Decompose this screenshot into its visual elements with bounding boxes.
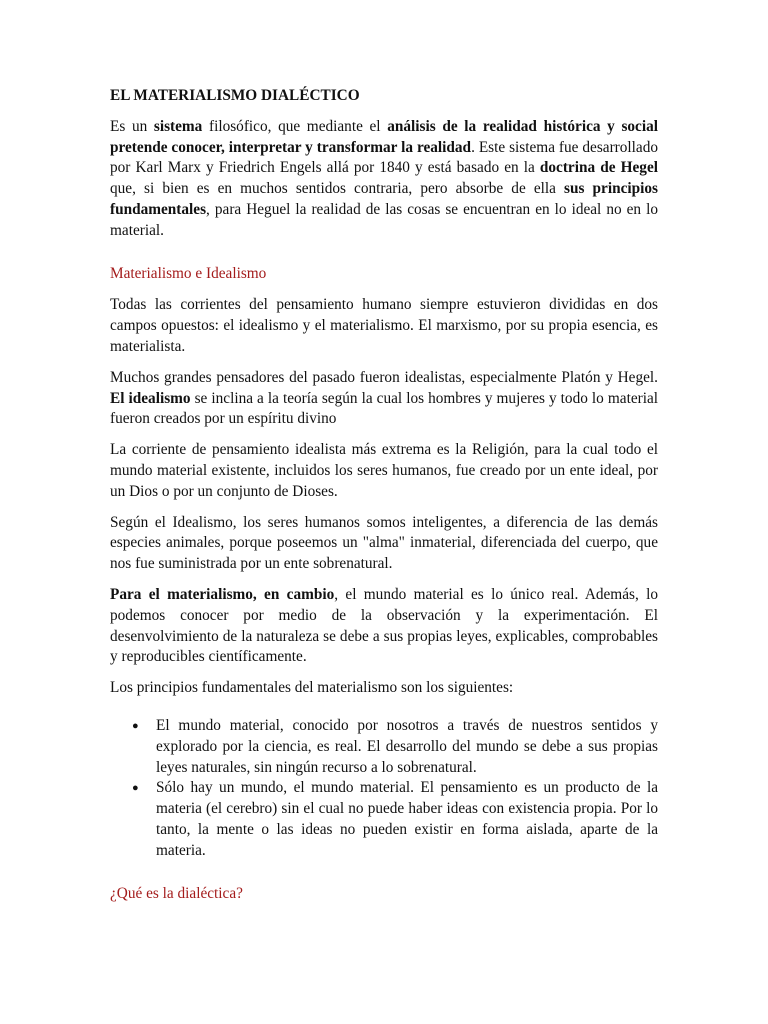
list-item (110, 716, 658, 778)
section-heading-dialectica: ¿Qué es la dialéctica? (110, 884, 243, 902)
intro-text-1: Es un (110, 117, 154, 135)
bold-para-el-materialismo: Para el materialismo, en cambio (110, 585, 335, 603)
intro-bold-analisis: análisis de la realidad histórica y social pretende conocer, interpretar y transformar la realidad (110, 117, 658, 156)
principles-list (110, 716, 658, 862)
pensadores-text-2: se inclina a la teoría según la cual los hombres y mujeres y todo lo material fueron creados por un espíritu divino (110, 389, 658, 428)
intro-bold-principios: sus principios fundamentales (110, 180, 658, 218)
list-item (110, 778, 658, 861)
intro-text-2: filosófico, que mediante el (202, 117, 388, 135)
intro-text-4: que, si bien es en muchos sentidos contraria, pero absorbe de ella (110, 180, 565, 198)
document-title: EL MATERIALISMO DIALÉCTICO (110, 87, 360, 104)
intro-bold-hegel: doctrina de Hegel (539, 159, 658, 177)
paragraph-idealismo: Según el Idealismo, los seres humanos somos inteligentes, a diferencia de las demás especies animales, porque poseemos un "alma" inmaterial, diferenciada del cuerpo, que nos fue suministrada por un ente sobrenatural. (110, 513, 658, 573)
list-item-text: El mundo material, conocido por nosotros a través de nuestros sentidos y explorado por la ciencia, es real. El desarrollo del mundo se debe a sus propias leyes naturales, sin ningún recurso a lo sobrenatural. (156, 716, 658, 776)
intro-paragraph (110, 117, 658, 242)
paragraph-pensadores (110, 368, 658, 430)
intro-text-5: , para Heguel la realidad de las cosas se encuentran en lo ideal no en lo material. (110, 200, 658, 239)
bullet-icon: ● (132, 719, 139, 732)
paragraph-principios-intro: Los principios fundamentales del materialismo son los siguientes: (110, 679, 514, 697)
paragraph-corrientes: Todas las corrientes del pensamiento humano siempre estuvieron divididas en dos campos opuestos: el idealismo y el materialismo. El marxismo, por su propia esencia, es materialista. (110, 296, 658, 355)
document-page (110, 86, 658, 904)
list-item-text: Sólo hay un mundo, el mundo material. El pensamiento es un producto de la materia (el cerebro) sin el cual no puede haber ideas con existencia propia. Por lo tanto, la mente o las ideas no pueden existir en forma aislada, aparte de la materia. (156, 779, 658, 859)
materialismo-text-1: , el mundo material es lo único real. Además, lo podemos conocer por medio de la observación y la experimentación. El desenvolvimiento de la naturaleza se debe a sus propias leyes, explicables, comprobables y reproducibles científicamente. (110, 585, 658, 666)
section-heading-materialismo-idealismo: Materialismo e Idealismo (110, 264, 267, 282)
paragraph-materialismo (110, 585, 658, 668)
intro-bold-sistema: sistema (153, 117, 203, 135)
bold-el-idealismo: El idealismo (110, 389, 191, 407)
paragraph-religion: La corriente de pensamiento idealista más extrema es la Religión, para la cual todo el mundo material existente, incluidos los seres humanos, fue creado por un ente ideal, por un Dios o por un conjunto de Dioses. (110, 441, 658, 500)
intro-text-3: . Este sistema fue desarrollado por Karl Marx y Friedrich Engels allá por 1840 y está basado en la (110, 138, 658, 177)
bullet-icon: ● (132, 782, 139, 795)
pensadores-text-1: Muchos grandes pensadores del pasado fueron idealistas, especialmente Platón y Hegel. (110, 368, 658, 386)
